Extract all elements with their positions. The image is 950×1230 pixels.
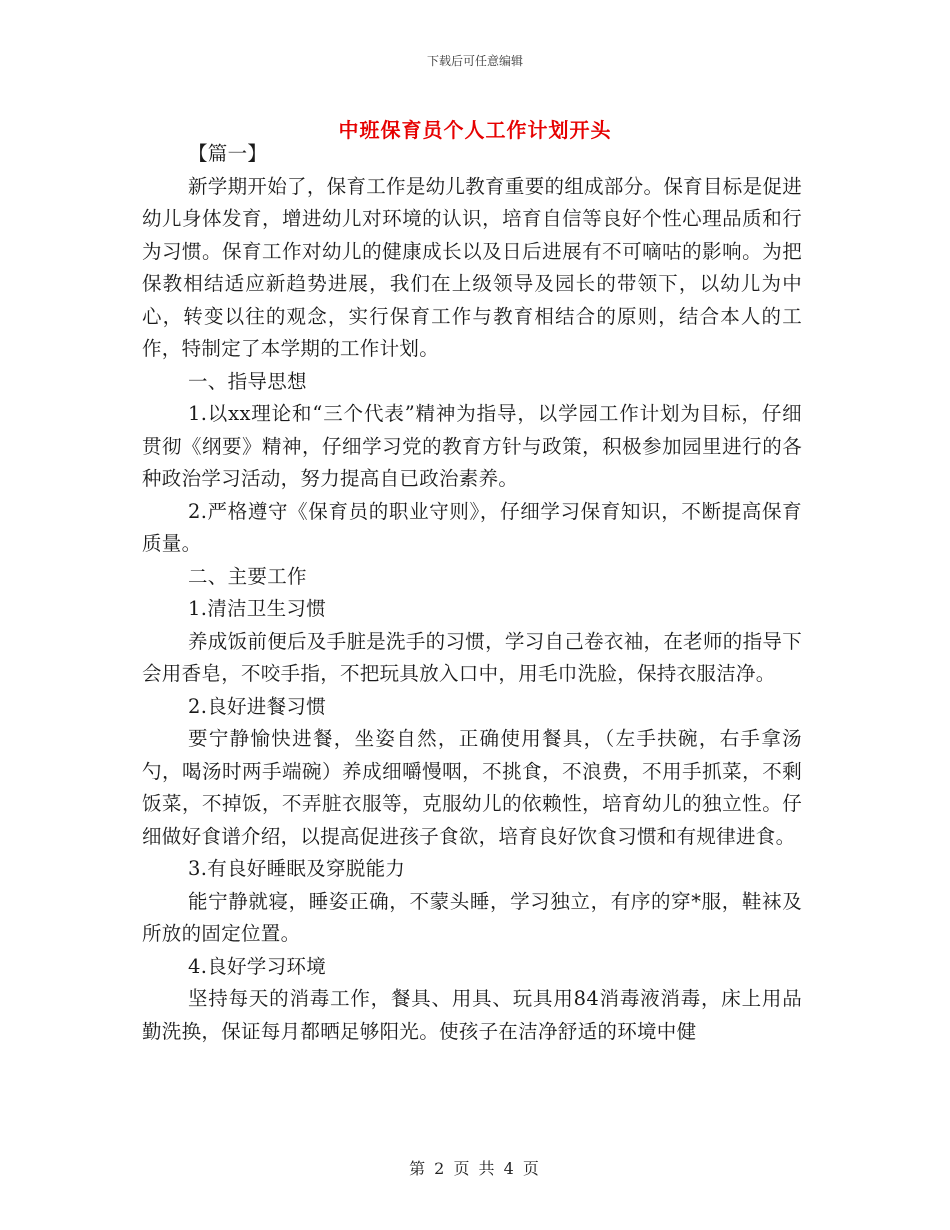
- document-title: 中班保育员个人工作计划开头: [338, 118, 612, 142]
- heading-guiding-thought: 一、指导思想: [188, 369, 307, 393]
- subheading-sleep: 3.有良好睡眠及穿脱能力: [188, 857, 406, 880]
- paragraph-hygiene: 养成饭前便后及手脏是洗手的习惯，学习自己卷衣袖，在老师的指导下会用香皂，不咬手指，不把玩具放入口中，用毛巾洗脸，保持衣服洁净。: [142, 629, 802, 685]
- paragraph-environment: 坚持每天的消毒工作，餐具、用具、玩具用84消毒液消毒，床上用品勤洗换，保证每月都晒足够阳光。使孩子在洁净舒适的环境中健: [142, 987, 802, 1043]
- paragraph-dining: 要宁静愉快进餐，坐姿自然，正确使用餐具，（左手扶碗，右手拿汤勺，喝汤时两手端碗）养成细嚼慢咽，不挑食，不浪费，不用手抓菜，不剩饭菜，不掉饭，不弄脏衣服等，克服幼儿的依赖性，培育幼儿的独立性。仔细做好食谱介绍，以提高促进孩子食欲，培育良好饮食习惯和有规律进食。: [142, 727, 802, 848]
- heading-main-work: 二、主要工作: [188, 564, 307, 588]
- header-note: 下载后可任意编辑: [426, 54, 523, 68]
- paragraph-intro: 新学期开始了，保育工作是幼儿教育重要的组成部分。保育目标是促进幼儿身体发育，增进幼儿对环境的认识，培育自信等良好个性心理品质和行为习惯。保育工作对幼儿的健康成长以及日后进展有不可嘀咕的影响。为把保教相结适应新趋势进展，我们在上级领导及园长的带领下，以幼儿为中心，转变以往的观念，实行保育工作与教育相结合的原则，结合本人的工作，特制定了本学期的工作计划。: [142, 174, 802, 360]
- paragraph-sleep: 能宁静就寝，睡姿正确，不蒙头睡，学习独立，有序的穿*服，鞋袜及所放的固定位置。: [142, 889, 802, 945]
- page-footer: 第 2 页 共 4 页: [409, 1159, 541, 1178]
- subheading-dining: 2.良好进餐习惯: [188, 694, 327, 718]
- subheading-environment: 4.良好学习环境: [188, 954, 327, 978]
- section-label: 【篇一】: [188, 142, 268, 165]
- paragraph-guiding-2: 2.严格遵守《保育员的职业守则》，仔细学习保育知识，不断提高保育质量。: [142, 499, 802, 555]
- document-body: [142, 138, 802, 1048]
- subheading-hygiene: 1.清洁卫生习惯: [188, 597, 327, 620]
- paragraph-guiding-1: 1.以xx理论和“三个代表”精神为指导，以学园工作计划为目标，仔细贯彻《纲要》精神，仔细学习党的教育方针与政策，积极参加园里进行的各种政治学习活动，努力提高自已政治素养。: [142, 402, 802, 490]
